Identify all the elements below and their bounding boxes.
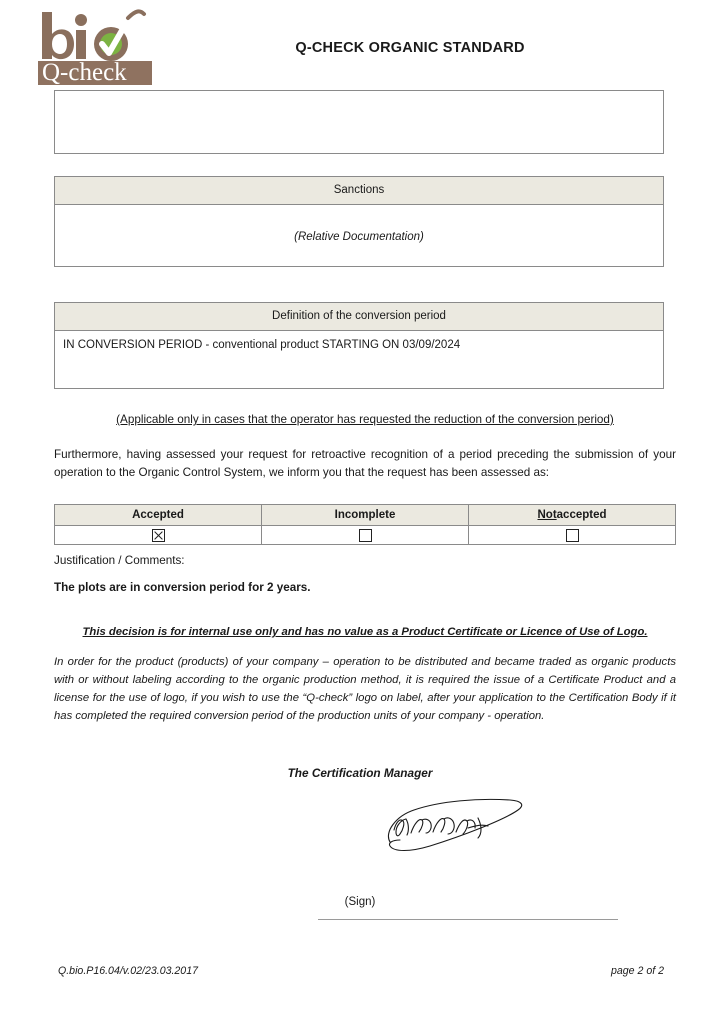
internal-use-note-text: This decision is for internal use only and has no value as a Product Certificate or Licence of Use of Logo. [82,626,648,638]
applicable-note-text: (Applicable only in cases that the operator has requested the reduction of the conversion period) [116,413,614,426]
sign-label: (Sign) [344,896,376,908]
conversion-body: IN CONVERSION PERIOD - conventional product STARTING ON 03/09/2024 [55,331,664,389]
table-row [55,303,664,331]
checkbox-accepted-icon[interactable] [152,529,165,542]
decision-cell-not-accepted[interactable] [469,526,676,545]
svg-text:Q-check: Q-check [42,59,127,86]
decision-label-incomplete: Incomplete [334,509,396,521]
decision-cell-incomplete[interactable] [262,526,469,545]
checkbox-incomplete-icon[interactable] [359,529,372,542]
certification-manager-title: The Certification Manager [287,766,433,780]
table-row [55,331,664,389]
sanctions-table [54,176,664,267]
table-row [55,177,664,205]
decision-table [54,504,676,545]
sanctions-header: Sanctions [55,177,664,205]
justification-label: Justification / Comments: [54,554,185,567]
page-title: Q-CHECK ORGANIC STANDARD [295,40,525,56]
table-header-row [55,505,676,526]
decision-cell-accepted[interactable] [55,526,262,545]
justification-value: The plots are in conversion period for 2 years. [54,581,311,594]
checkbox-not-accepted-icon[interactable] [566,529,579,542]
signature-strokes [378,788,528,860]
footer-page-number: page 2 of 2 [610,965,664,977]
decision-header-not-accepted [469,505,676,526]
table-row [55,526,676,545]
empty-content-box [54,90,664,154]
conversion-header: Definition of the conversion period [55,303,664,331]
order-paragraph: In order for the product (products) of your company – operation to be distributed and became traded as organic products with or without labeling according to the organic production method, it is required the issue of a Certificate Product and a license for the use of logo, if you wish to use the “Q-check” logo on label, after your application to the Certification Body if it has completed the required conversion period of the production units of your company - operation. [54,656,676,722]
sanctions-body: (Relative Documentation) [55,205,664,267]
internal-use-note [54,626,676,638]
decision-label-not-accepted: accepted [556,509,607,521]
furthermore-paragraph: Furthermore, having assessed your request for retroactive recognition of a period preceding the submission of your operation to the Organic Control System, we inform you that the request has been assessed as: [54,448,676,479]
table-row [55,205,664,267]
signature-rule [318,919,618,920]
footer-document-code: Q.bio.P16.04/v.02/23.03.2017 [58,965,198,977]
conversion-period-table [54,302,664,389]
signature-image [378,788,528,860]
decision-header-accepted [55,505,262,526]
decision-label-accepted: Accepted [132,509,184,521]
decision-label-not-prefix: Not [537,509,557,521]
decision-header-incomplete [262,505,469,526]
applicable-note [54,411,676,429]
document-header [0,0,720,88]
